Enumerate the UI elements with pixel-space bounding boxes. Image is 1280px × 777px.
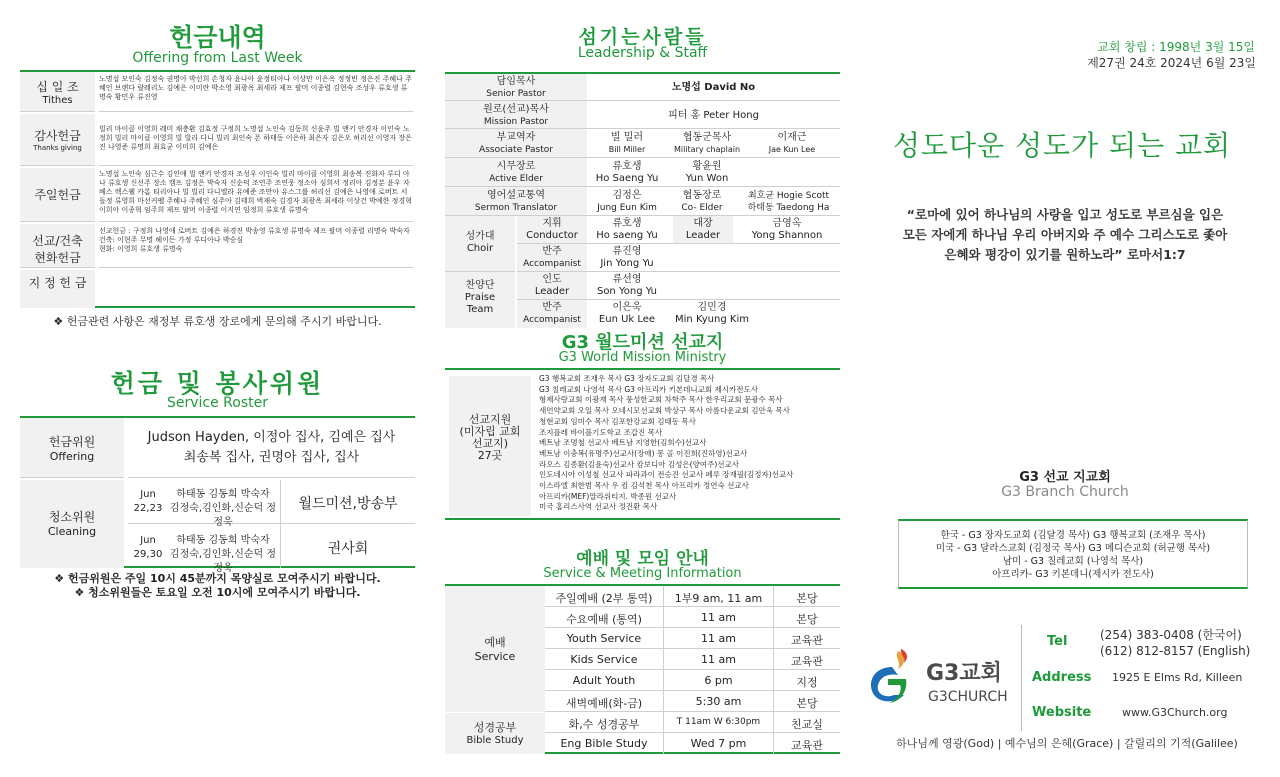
contact-divider	[1021, 625, 1022, 731]
website-label: Website	[1032, 705, 1092, 720]
praise-leader-label: 인도 Leader	[517, 272, 587, 300]
leadership-table	[445, 72, 840, 328]
cleaning-dept: 권사회	[280, 524, 415, 568]
offering-table	[20, 70, 415, 308]
leadership-subtitle: Leadership & Staff	[577, 45, 708, 61]
associate-pastors: 빌 밀러 Bill Miller 협동군목사 Military chaplain 이재근 Jae Kun Lee	[587, 129, 840, 158]
translator-label: 영어설교통역 Sermon Translator	[445, 187, 587, 216]
praise-accompanist-label: 반주 Accompanist	[517, 300, 587, 328]
active-elders: 류호생 Ho Saeng Yu 황윤원 Yun Won	[587, 158, 840, 187]
conductor-row: 류호생 Ho saeng Yu 대장 Leader 금영옥 Yong Shannon	[587, 216, 840, 244]
worship-label: 예배 Service	[445, 586, 545, 712]
thanksgiving-names: 빌리 마이클 이영희 레미 채충환 김효정 구정희 노명섭 노인숙 김동희 신윤주 빌 앤키 안경자 이인숙 노정희 빌리 마이클 이영희 빌 빌리 다니 빌리 최인숙 폰 하태동 이은하 최은자 김은오 허리선 이영자 장은진 나영준 류명희 최효균 이미희 김예은	[99, 125, 413, 166]
logo-text-ko: G3교회	[926, 661, 1002, 686]
tel-numbers: (254) 383-0408 (한국어) (612) 812-8157 (English)	[1100, 628, 1251, 658]
service-row: Eng Bible Study Wed 7 pm 교육관	[545, 733, 840, 754]
branch-subtitle: G3 Branch Church	[1001, 484, 1129, 500]
branch-item: 아프리카- G3 키본데니(제시카 전도사)	[992, 569, 1154, 580]
address-value: 1925 E Elms Rd, Killeen	[1112, 671, 1243, 684]
service-row: Kids Service 11 am 교육관	[545, 649, 840, 670]
offering-note: ❖ 헌금관련 사항은 재정부 류호생 장로에게 문의해 주시기 바랍니다.	[53, 315, 382, 328]
branch-list	[898, 519, 1248, 589]
church-motto: 성도다운 성도가 되는 교회	[892, 129, 1232, 162]
cleaning-label: 청소위원 Cleaning	[20, 480, 124, 568]
cleaning-date: Jun 22,23	[133, 489, 163, 514]
bible-study-label: 성경공부 Bible Study	[445, 713, 545, 754]
roster-subtitle: Service Roster	[166, 395, 268, 411]
roster-title: 헌금 및 봉사위원	[110, 369, 325, 398]
issue-number: 제27권 24호 2024년 6월 23일	[1087, 56, 1256, 70]
church-logo-icon	[864, 645, 914, 707]
active-elder-label: 시무장로 Active Elder	[445, 158, 587, 187]
website-link[interactable]: www.G3Church.org	[1122, 706, 1228, 719]
mission-building-names: 선교헌금 : 구정희 나영애 로버트 김예은 하경진 박송영 류호생 류명숙 제프 팔머 이종렬 리명숙 박숙자 건축: 이현주 무명 헤이든 가정 루디아나 박승심 현화: 이영희 류호생 류명숙	[99, 227, 413, 268]
service-subtitle: Service & Meeting Information	[543, 566, 742, 581]
conductor-label: 지휘 Conductor	[517, 216, 587, 244]
service-title: 예배 및 모임 안내	[576, 549, 709, 569]
mission-support-label: 선교지원 (미자립 교회 선교지) 27곳	[449, 376, 531, 516]
mission-title: G3 월드미션 선교지	[561, 332, 724, 353]
accompanist-label: 반주 Accompanist	[517, 244, 587, 272]
tel-label: Tel	[1047, 634, 1068, 649]
service-row: 새벽예배(화-금) 5:30 am 본당	[545, 691, 840, 712]
cleaning-names: 하태동 김동희 박숙자 김정숙,김인화,신순덕 정정욱	[169, 489, 277, 528]
roster-notes: ❖ 헌금위원은 주일 10시 45분까지 목양실로 모여주시기 바랍니다. ❖ 청소위원들은 토요일 오전 10시에 모여주시기 바랍니다.	[54, 572, 381, 599]
service-row: Adult Youth 6 pm 지정	[545, 670, 840, 691]
branch-item: 남미 - G3 칠레교회 (나영석 목사)	[1002, 556, 1144, 567]
cleaning-row	[128, 524, 415, 574]
tithes-names: 노명섭 모인숙 김정숙 권명아 박선희 손청자 윤나아 윤정티아나 이상만 이은옥 정정빈 정은진 주혜나 주혜인 브랜다 랄레리노 김예은 이미란 박소영 최광옥 최세라 제프 팔머 이종렬 김현숙 조성우 류호생 류명숙 황민우 류진영	[99, 75, 413, 112]
choir-label: 성가대 Choir	[445, 216, 515, 272]
accompanist-row: 류진영 Jin Yong Yu	[587, 244, 840, 272]
verse-reference: 로마서1:7	[1126, 247, 1186, 262]
mission-pastor-name: 피터 홍 Peter Hong	[587, 101, 840, 129]
associate-pastor-label: 부교역자 Associate Pastor	[445, 129, 587, 158]
sunday-offering-label: 주일헌금	[20, 168, 95, 222]
bible-verse: “로마에 있어 하나님의 사랑을 입고 성도로 부르심을 입은 모든 자에게 하나님 우리 아버지와 주 예수 그리스도로 좇아 은혜와 평강이 있기를 원하노라” 로마서1:7	[902, 207, 1228, 262]
service-row: 화,수 성경공부 T 11am W 6:30pm 친교실	[545, 712, 840, 733]
cleaning-names: 하태동 김동희 박숙자 김정숙,김인화,신순덕 정정욱	[169, 535, 277, 574]
senior-pastor-name: 노명섭 David No	[587, 74, 840, 101]
mission-subtitle: G3 World Mission Ministry	[558, 350, 727, 365]
service-row: 주일예배 (2부 통역) 1부9 am, 11 am 본당	[545, 586, 840, 607]
service-row: Youth Service 11 am 교육관	[545, 628, 840, 649]
offering-title: 헌금내역	[169, 23, 266, 52]
sunday-offering-names: 노명섭 노인숙 심근수 김인애 빌 앤키 안경자 조성우 이인숙 빌리 마이클 이영희 최송복 진화자 루디 아나 류호생 신선주 장소 캠프 김정은 박숙자 신순덕 조연주 조연웅 정소아 심희서 정리아 김정분 윤우 자베스 렉스웰 카롬 티리아나 빌 빌리 다니엘라 유예준 조만아 유스그룹 허리선 김예은 나영애 로버트 서돌정 류영희 마선커펠 주혜나 주혜인 심주아 김태희 벽재숙 김경자 최광옥 최세라 이상건 박예한 정경혁 이희아 이종혁 임주희 제프 팔머 이종렬 이지연 임정희 류호생 류명숙	[99, 170, 413, 222]
branch-item: 한국 - G3 장자도교회 (김달경 목사) G3 행복교회 (조재우 목사)	[940, 530, 1206, 541]
leadership-title: 섬기는사람들	[578, 26, 707, 48]
founding-date: 교회 창립 : 1998년 3월 15일	[1097, 40, 1255, 54]
cleaning-row	[128, 480, 415, 528]
tithes-label: 십 일 조 Tithes	[20, 72, 95, 112]
mission-table	[445, 368, 840, 520]
roster-table	[20, 416, 415, 574]
offering-committee-label: 헌금위원 Offering	[20, 418, 124, 478]
mission-building-label: 선교/건축 현화헌금	[20, 224, 95, 268]
praise-team-label: 찬양단 Praise Team	[445, 272, 515, 328]
mission-list: G3 행복교회 조재우 목사 G3 장자도교회 김달경 목사 G3 칠레교회 나영석 목사 G3 아프리카 키본데니교회 제시카전도사 형제사랑교회 이광재 목사 풍성한교회 차학주 목사 한우리교회 문광수 목사 새언약교회 오일 목사 오네시모선교회 박상구 목사 아름다운교회 김안욱 목사 청현교회 임미수 목사 김포한강교회 김태동 목사 조지플레 바이블기도학교 조갑진 목사 베트남 조명철 선교사 베트남 지영한(김희수)선교사 베트남 이충복(유명주)선교사(장애) 몽 골 이진희(진하영)선교사 라오스 김종환(김윤숙)선교사 캄보디아 김성은(양여주)선교사 인도네시아 이성철 선교사 파라과이 전승진 선교사 페루 장재필(김정자)선교사 이스라엘 최한범 목사 우 컴 김석천 목사 아프리카 정연숙 선교사 아프리카(MEF)말라위티지. 박종원 선교사 미국 홈리스사역 선교사 정진환 목사	[539, 374, 794, 512]
designated-offering-label: 지 정 헌 금	[20, 270, 95, 308]
cleaning-date: Jun 29,30	[133, 535, 163, 560]
translators: 김정은 Jung Eun Kim 협동장로 Co- Elder 최호균 Hogie Scott 하태동 Taedong Ha	[587, 187, 840, 216]
service-table	[445, 584, 840, 754]
branch-item: 미국 - G3 달라스교회 (김정국 목사) G3 메디슨교회 (허균행 목사)	[935, 543, 1211, 554]
service-row: 수요예배 (통역) 11 am 본당	[545, 607, 840, 628]
branch-title: G3 선교 지교회	[1019, 470, 1111, 485]
footer-slogan: 하나님께 영광(God) | 예수님의 은혜(Grace) | 갈릴리의 기적(Galilee)	[896, 737, 1238, 750]
address-label: Address	[1032, 670, 1092, 685]
praise-accompanist-row: 이은욱 Eun Uk Lee 김민경 Min Kyung Kim	[598, 302, 749, 325]
offering-subtitle: Offering from Last Week	[132, 50, 303, 66]
senior-pastor-label: 담임목사 Senior Pastor	[445, 74, 587, 101]
offering-committee-names: Judson Hayden, 이정아 집사, 김예은 집사 최송복 집사, 권명아 집사, 집사	[128, 418, 415, 478]
mission-pastor-label: 원로(선교)목사 Mission Pastor	[445, 101, 587, 129]
praise-leader-row: 류선영 Son Yong Yu	[587, 272, 840, 300]
logo-text-en: G3CHURCH	[928, 689, 1008, 705]
cleaning-dept: 월드미션,방송부	[280, 480, 415, 524]
thanksgiving-label: 감사헌금 Thanks giving	[20, 114, 95, 166]
